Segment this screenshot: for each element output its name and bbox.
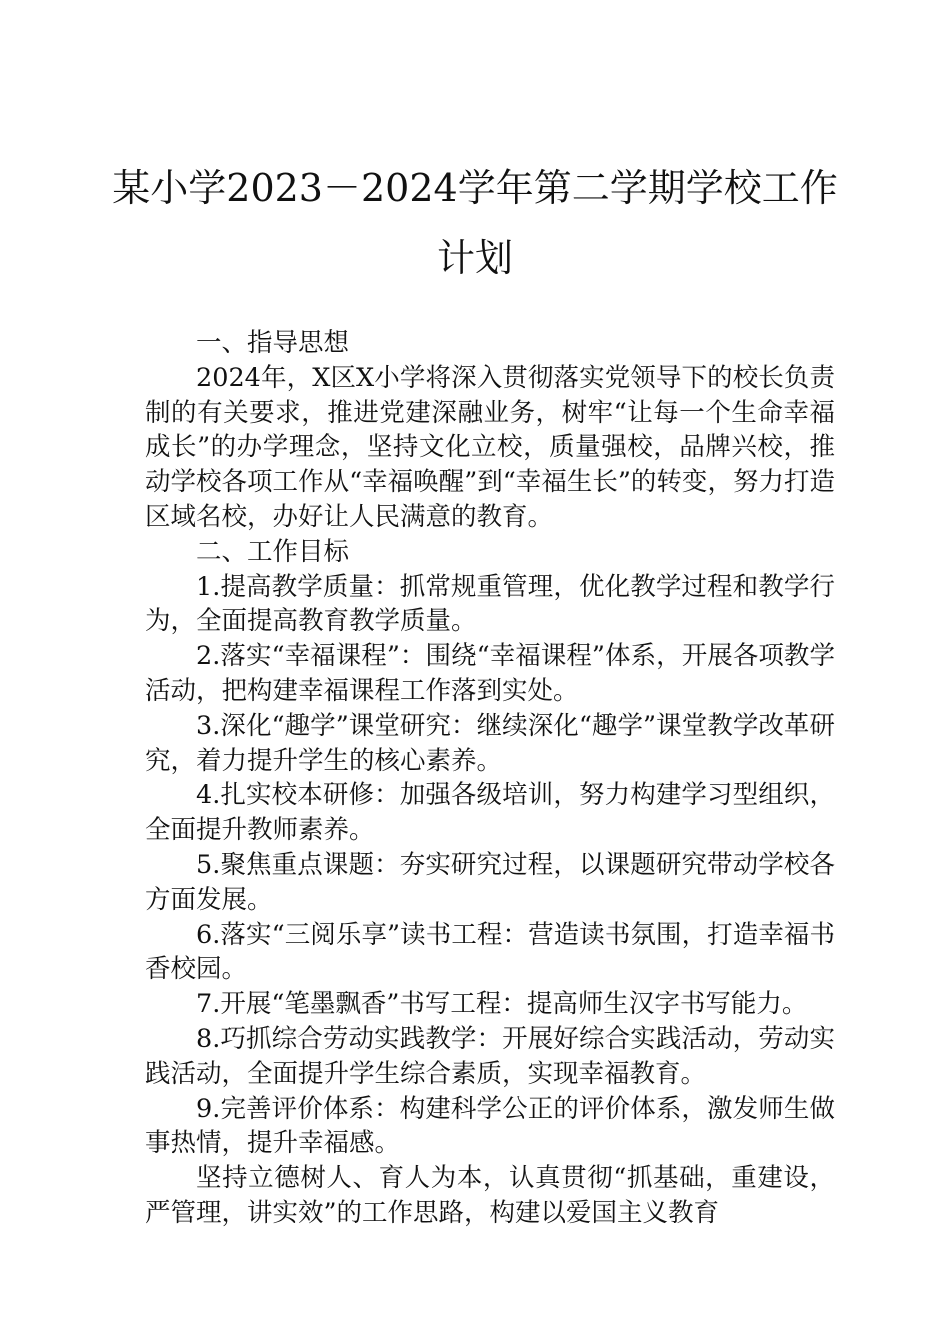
goal-item: 5.聚焦重点课题：夯实研究过程，以课题研究带动学校各方面发展。	[145, 849, 835, 915]
document-body	[145, 326, 835, 1231]
paragraph-continuation: 坚持立德树人、育人为本，认真贯彻“抓基础，重建设，严管理，讲实效”的工作思路，构建以爱国主义教育	[145, 1163, 835, 1228]
goal-item: 6.落实“三阅乐享”读书工程：营造读书氛围，打造幸福书香校园。	[145, 919, 835, 985]
goal-item: 7.开展“笔墨飘香”书写工程：提高师生汉字书写能力。	[196, 989, 808, 1020]
goal-item: 8.巧抓综合劳动实践教学：开展好综合实践活动，劳动实践活动，全面提升学生综合素质，实现幸福教育。	[145, 1023, 835, 1089]
section-heading-work-goals: 二、工作目标	[196, 536, 350, 567]
goal-item: 3.深化“趣学”课堂研究：继续深化“趣学”课堂教学改革研究，着力提升学生的核心素养。	[145, 710, 835, 776]
section-heading-guiding-ideology: 一、指导思想	[196, 328, 350, 358]
document-title-line-2: 计划	[436, 236, 513, 280]
goal-item: 4.扎实校本研修：加强各级培训，努力构建学习型组织，全面提升教师素养。	[145, 780, 835, 846]
paragraph-guiding-ideology: 2024年，X区X小学将深入贯彻落实党领导下的校长负责制的有关要求，推进党建深融业务，树牢“让每一个生命幸福成长”的办学理念，坚持文化立校，质量强校，品牌兴校，推动学校各项工作从“幸福唤醒”到“幸福生长”的转变，努力打造区域名校，办好让人民满意的教育。	[145, 362, 835, 532]
goal-item: 1.提高教学质量：抓常规重管理，优化教学过程和教学行为，全面提高教育教学质量。	[145, 571, 835, 637]
goal-item: 9.完善评价体系：构建科学公正的评价体系，激发师生做事热情，提升幸福感。	[145, 1093, 835, 1159]
document-title-line-1: 某小学2023－2024学年第二学期学校工作	[112, 166, 838, 210]
goal-item: 2.落实“幸福课程”：围绕“幸福课程”体系，开展各项教学活动，把构建幸福课程工作落到实处。	[145, 641, 835, 706]
